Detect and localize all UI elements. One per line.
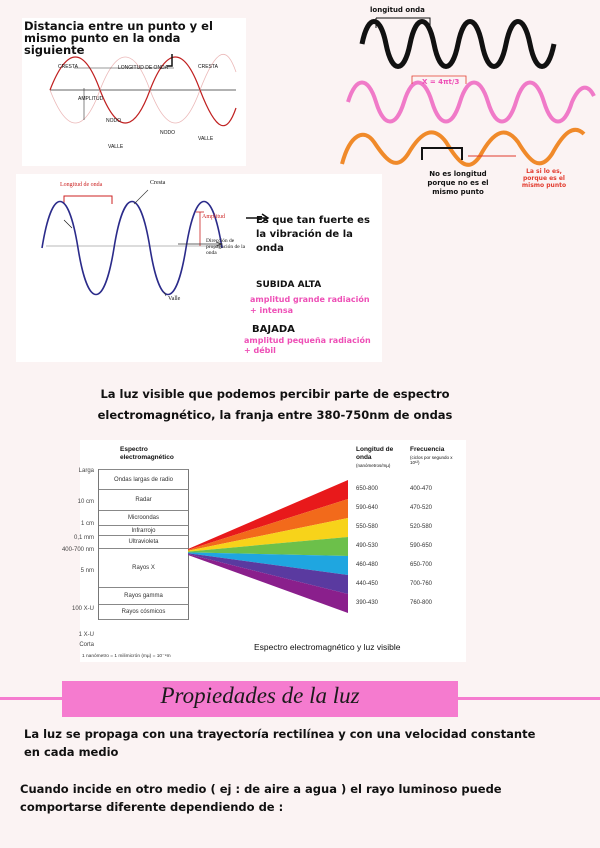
label-nodo-1: NODO [106,118,121,124]
spectrum-caption: Espectro electromagnético y luz visible [254,642,401,652]
side-label-larga: Larga [78,468,94,474]
band-infrarrojo: Infrarrojo [99,526,189,536]
label-amplitud-mid: Amplitud [202,214,226,220]
band-radio: Ondas largas de radio [99,469,189,490]
wavelength-value: 440-450 [356,581,379,587]
wavelength-value: 650-800 [356,486,379,492]
side-label-1xu: 1 X-U [78,632,94,638]
wavelength-value: 390-430 [356,600,379,606]
label-bajada: BAJADA [252,324,295,335]
spectrum-band-table [98,469,189,620]
band-radar: Radar [99,490,189,511]
spectrum-title: Espectro electromagnético [120,446,174,461]
label-valle-mid: Valle [168,296,181,302]
label-pink-formula: X = 4πt/3 [422,78,460,86]
label-longitud-de-onda-mid: Longitud de onda [60,182,103,188]
spectrum-footnote: 1 nanómetro = 1 milimicrón (mµ) = 10⁻⁹m [82,654,171,659]
wave-diagram-middle [16,174,382,362]
side-label-10cm: 10 cm [77,499,94,505]
frequency-value: 400-470 [410,486,433,492]
wave-diagram-top-left [22,18,246,166]
col-header-longitud: Longitud de onda [356,446,394,461]
label-longitud-onda-sketch: longitud onda [370,6,425,14]
side-label-5nm: 5 nm [80,568,94,574]
col-header-longitud-sub: (nanómetros/mµ) [356,463,391,468]
wavelength-value: 590-640 [356,505,379,511]
side-label-01mm: 0,1 mm [73,535,94,541]
label-cresta-2: CRESTA [198,64,218,70]
col-header-frecuencia: Frecuencia [410,446,445,453]
band-rayos-x: Rayos X [99,549,189,588]
band-microondas: Microondas [99,511,189,526]
band-rayos-gamma: Rayos gamma [99,588,189,605]
wave-definition-heading: Distancia entre un punto y el mismo punto en la onda siguiente [24,19,213,57]
note-subida-detalle: amplitud grande radiación + intensa [250,295,370,315]
note-bajada-detalle: amplitud pequeña radiación + débil [244,336,371,355]
frequency-value: 760-800 [410,600,433,606]
section-title: Propiedades de la luz [160,683,360,708]
frequency-value: 520-580 [410,524,433,530]
band-rayos-cosmicos: Rayos cósmicos [99,605,189,620]
note-no-es-longitud: No es longitud porque no es el mismo punto [427,170,489,196]
frequency-value: 590-650 [410,543,433,549]
paragraph-cambio-medio: Cuando incide en otro medio ( ej : de aire a agua ) el rayo luminoso puede comportarse diferente dependiendo de : [20,782,502,814]
paragraph-propagacion: La luz se propaga con una trayectoría rectilínea y con una velocidad constante en cada medio [24,727,536,759]
label-direccion: Dirección de propagación de la onda [206,238,246,256]
side-label-1cm: 1 cm [80,521,94,527]
label-amplitud: AMPLITUD [78,96,104,102]
wavelength-value: 550-580 [356,524,379,530]
frequency-value: 470-520 [410,505,433,511]
note-si-lo-es: La si lo es, porque es el mismo punto [521,168,567,189]
label-nodo-2: NODO [160,130,175,136]
wave-diagram-svg [22,18,246,166]
paragraph-luz-visible: La luz visible que podemos percibir parte de espectro electromagnético, la franja entre 380-750nm de ondas [97,387,453,422]
label-longitud-de-onda: LONGITUD DE ONDA [118,65,169,71]
band-ultravioleta: Ultravioleta [99,536,189,549]
label-valle-2: VALLE [198,136,214,142]
label-cresta-1: CRESTA [58,64,78,70]
wavelength-value: 460-480 [356,562,379,568]
note-amplitud-definicion: Es que tan fuerte es la vibración de la onda [256,215,370,254]
visible-spectrum-fan [188,478,350,614]
label-subida-alta: SUBIDA ALTA [256,280,322,290]
sine-wave-svg [16,174,382,362]
col-header-frecuencia-sub: (ciclos por segundo x 10¹²) [410,455,453,465]
label-valle-1: VALLE [108,144,124,150]
side-label-100xu: 100 X-U [71,606,94,612]
label-cresta-mid: Cresta [150,180,166,186]
frequency-value: 700-760 [410,581,433,587]
side-label-corta: Corta [79,642,94,648]
side-label-400-700nm: 400-700 nm [61,547,94,553]
wavelength-value: 490-530 [356,543,379,549]
frequency-value: 650-700 [410,562,433,568]
